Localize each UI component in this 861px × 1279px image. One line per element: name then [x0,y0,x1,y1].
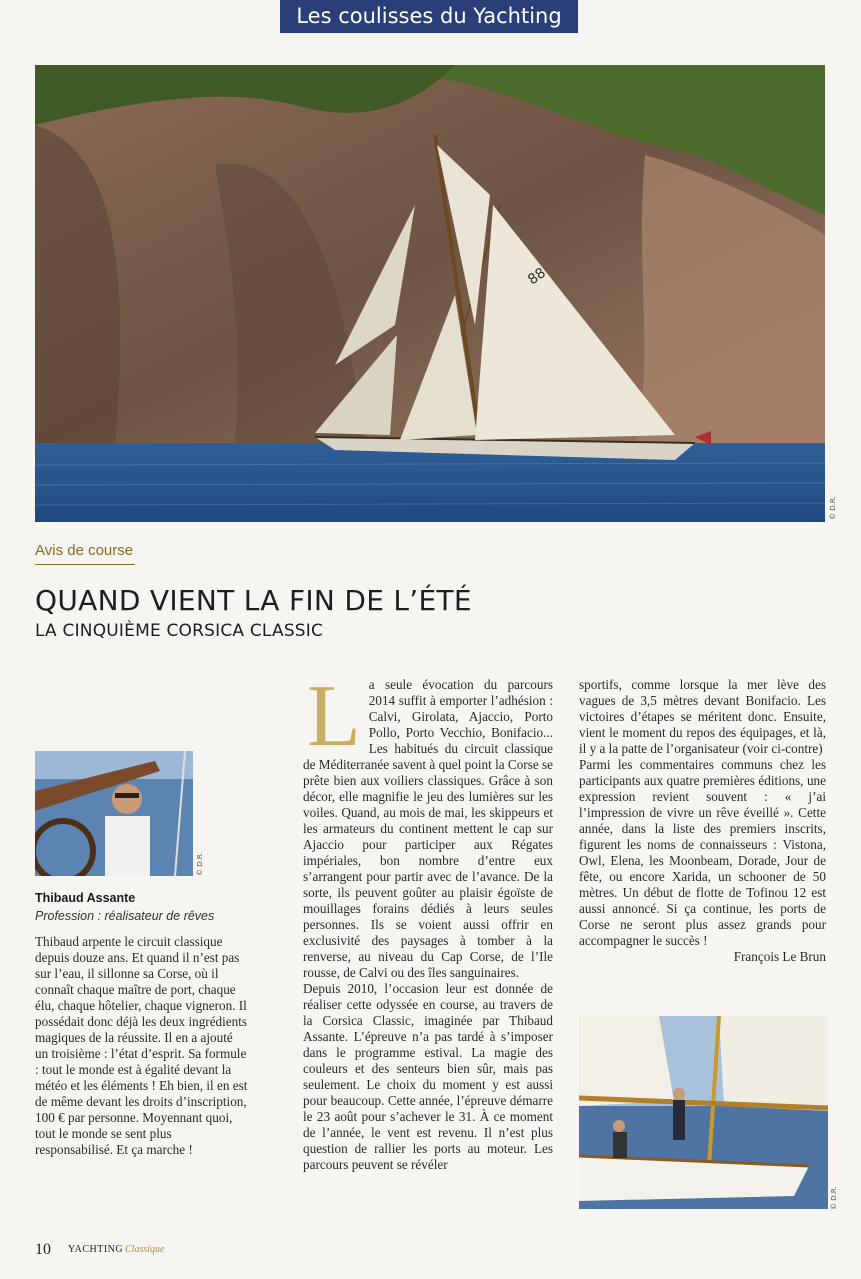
sail-number: 88 [525,264,549,289]
hero-photo-sailboat-cliffs [35,65,825,522]
article-signature: François Le Brun [733,949,826,964]
article-title: QUAND VIENT LA FIN DE L’ÉTÉ [35,584,472,617]
page-number: 10 [35,1241,51,1258]
sidebar-body [35,934,248,1158]
article-kicker: Avis de course [35,542,134,559]
magazine-name-suffix: Classique [125,1244,165,1255]
author-portrait-photo [35,751,193,876]
hero-photo-credit: © D.R. [829,496,837,520]
article-paragraph: sportifs, comme lorsque la mer lève des vagues de 3,5 mètres devant Bonifacio. Les victoires d’étapes se méritent donc. Ensuite, vient le moment du repos des équipages, et là, il y a la patte de l’organisateur (voir ci-contre) [579,677,826,756]
article-paragraph: a seule évocation du parcours 2014 suffit à emporter l’adhésion : Calvi, Girolata, Ajaccio, Porto Pollo, Porto Vecchio, Bonifacio... Les habitués du circuit classique de Méditerranée savent à quel point la Corse se prête bien aux voiliers classiques. Grâce à son décor, elle magnifie le jeu des lumières sur les voiles. Quand, au mois de mai, les skippeurs et les armateurs du continent mettent le cap sur Ajaccio pour participer aux Régates impériales, bon nombre d’entre eux s’arrangent pour partir avec de l’avance. De la sorte, ils peuvent goûter au plaisir égoïste de mouillages forains dédiés à leurs seules personnes. Ils se voient aussi offrir en exclusivité des paysages à tomber à la renverse, au niveau du Cap Corse, de l’Ile rousse, de Calvi ou des îles sanguinaires. [303,677,553,980]
drop-cap: L [307,668,361,765]
photo2-credit: © D.R. [830,1186,838,1210]
magazine-name: YACHTING [68,1244,124,1255]
sidebar-paragraph: Thibaud arpente le circuit classique depuis douze ans. Et quand il n’est pas sur l’eau, il sillonne sa Corse, où il connaît chaque maître de port, chaque élu, chaque hôtelier, chaque vigneron. Il possédait donc déjà les deux ingrédients magiques de la réussite. Il en a ajouté un troisième : l’état d’esprit. Sa formule : tout le monde est à égalité devant la météo et les éléments ! Eh bien, il en est de même devant les droits d’inscription, 100 € par personne. Moyennant quoi, tout le monde se sent plus responsabilisé. Et ça marche ! [35,934,248,1157]
article-column-2 [579,677,826,965]
article-paragraph: Parmi les commentaires communs chez les participants aux quatre premières éditions, une expression revient souvent : « j’ai l’impression de vivre un rêve éveillé ». Cette année, dans la liste des premiers inscrits, figurent les noms de connaisseurs : Vistona, Owl, Elena, les Moonbeam, Dorade, Jour de fête, ou encore Xarida, un schooner de 50 mètres. Un début de flotte de Tofinou 12 est aussi annoncé. Si ça continue, les ports de Corse ne seront plus assez grands pour accompagner le succès ! [579,757,826,948]
article-paragraph: Depuis 2010, l’occasion leur est donnée de réaliser cette odyssée en course, au travers de la Corsica Classic, imaginée par Thibaud Assante. L’épreuve n’a pas tardé à s’imposer dans le programme estival. La magie des couleurs et des senteurs bien sûr, mais pas seulement. Le choix du moment y est aussi pour beaucoup. Cette année, l’épreuve démarre le 23 août pour s’achever le 31. À ce moment de l’année, le vent est revenu. Il n’est plus question de rallier les ports au moteur. Les parcours peuvent se révéler [303,981,553,1172]
sidebar-person-role: Profession : réalisateur de rêves [35,909,215,923]
article-column-1 [303,668,553,1173]
sidebar-person-name: Thibaud Assante [35,891,136,905]
section-banner: Les coulisses du Yachting [280,0,578,33]
sailboat-crew-photo [579,1016,828,1209]
article-subtitle: LA CINQUIÈME CORSICA CLASSIC [35,621,324,641]
portrait-photo-credit: © D.R. [196,852,204,876]
kicker-underline [35,564,135,565]
